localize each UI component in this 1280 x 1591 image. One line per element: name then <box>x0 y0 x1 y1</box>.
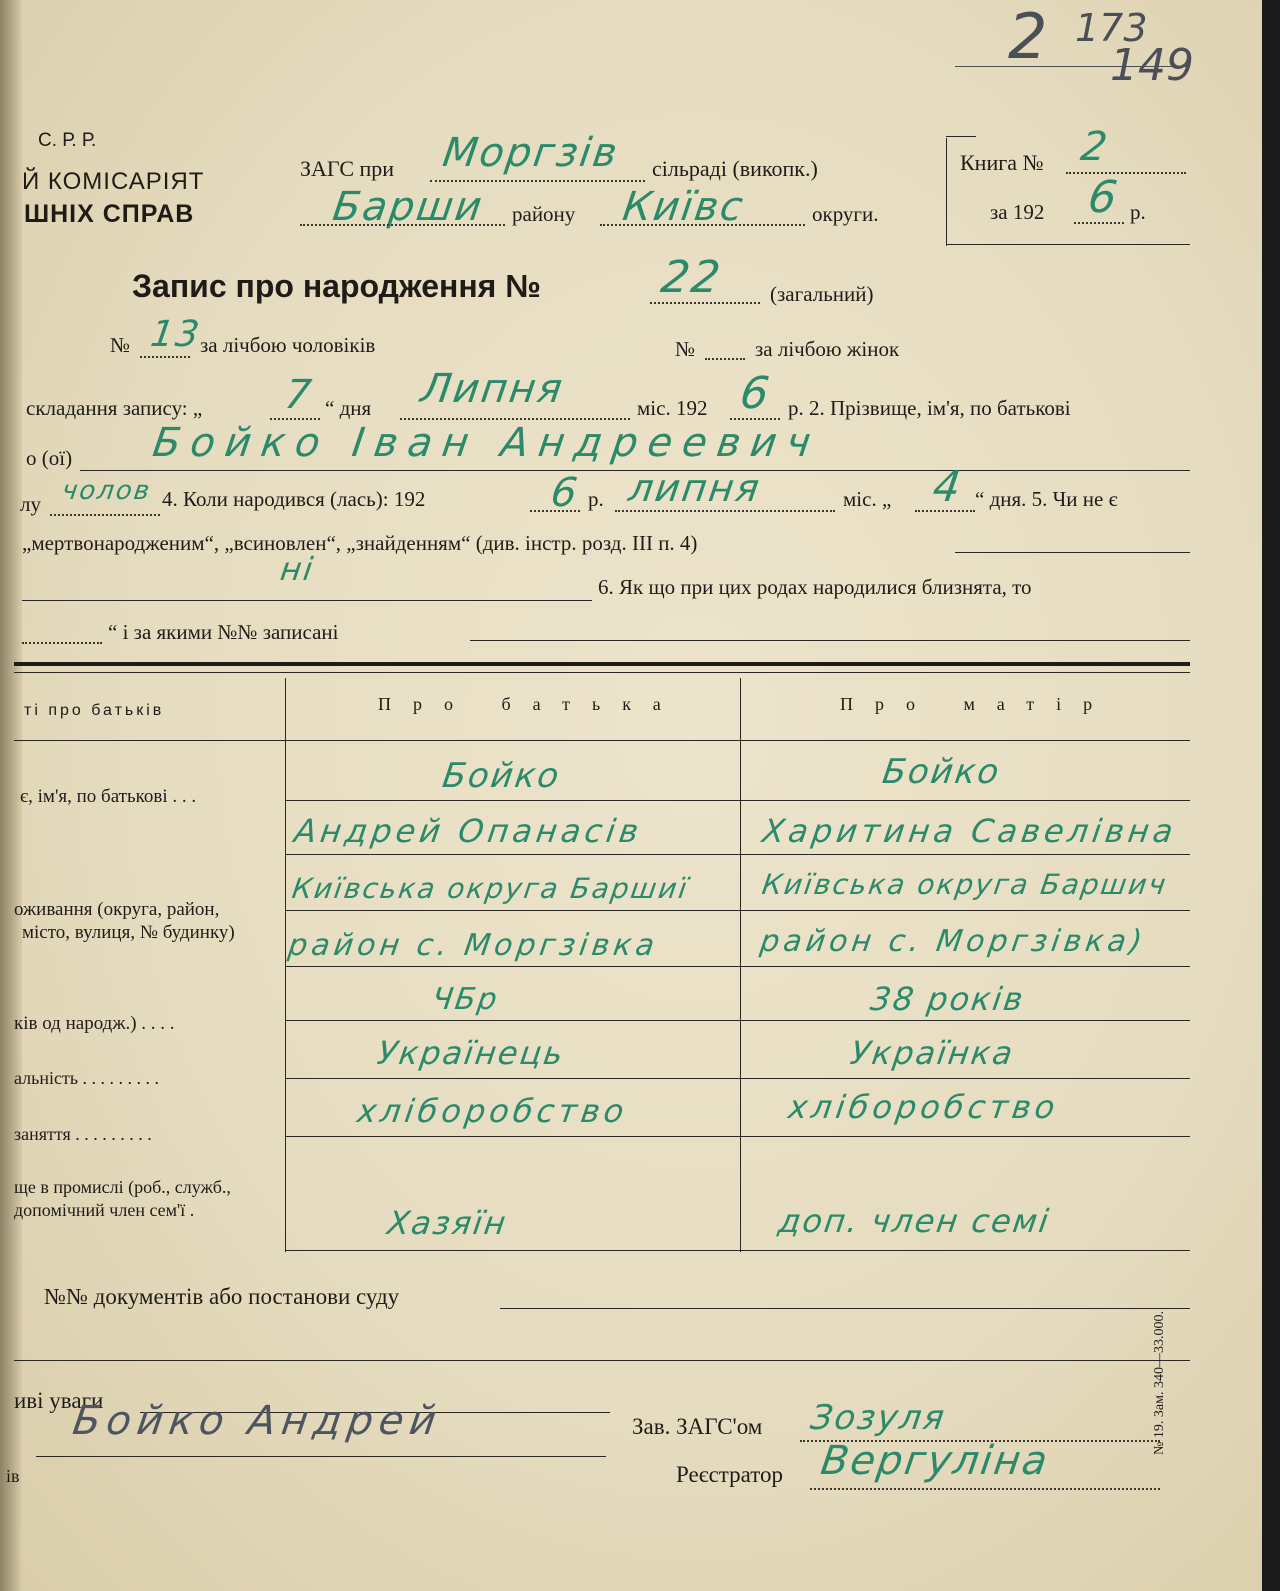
record-general-label: (загальний) <box>770 282 874 306</box>
record-month-label: міс. 192 <box>637 396 708 420</box>
stillborn-answer-line <box>22 600 592 601</box>
male-count-label: за лічбою чоловіків <box>200 333 376 357</box>
zags-village-handwritten: Моргзів <box>440 130 622 176</box>
archive-mark-main: 2 <box>1008 0 1048 73</box>
row-label-position-2: допомічний член сем'ї . <box>14 1200 195 1220</box>
child-name-label: о (ої) <box>26 446 73 470</box>
child-name-handwritten: Бойко Іван Андреевич <box>150 420 824 466</box>
birth-year-line <box>530 510 580 512</box>
table-header-rule <box>14 740 1190 741</box>
remarks-signature-handwritten: Бойко Андрей <box>70 1398 445 1444</box>
male-number-label: № <box>110 333 131 357</box>
documents-line <box>500 1308 1190 1309</box>
zags-district-line <box>300 224 505 226</box>
table-top-rule-thin <box>14 672 1190 673</box>
table-row-line <box>285 1136 1190 1137</box>
mother-residence-1-handwritten: Київська округа Баршич <box>760 868 1170 901</box>
mother-age-handwritten: 38 років <box>868 980 1028 1018</box>
header-affairs: ШНІХ СПРАВ <box>24 200 195 228</box>
registrar-label: Реєстратор <box>676 1462 783 1487</box>
table-col-divider-2 <box>740 678 741 1252</box>
twins-numbers-label: “ і за якими №№ записані <box>108 620 339 644</box>
stillborn-question: „мертвонародженим“, „всиновлен“, „знайденням“ (див. інстр. розд. III п. 4) <box>22 531 698 555</box>
zags-prefix: ЗАГС при <box>300 156 395 181</box>
book-number-handwritten: 2 <box>1078 124 1112 170</box>
archive-mark-upper: 173 <box>1075 6 1148 50</box>
remarks-label: иві уваги <box>14 1388 104 1413</box>
row-label-age: ків од народж.) . . . . <box>14 1013 175 1034</box>
book-year-suffix: р. <box>1130 200 1146 224</box>
twins-count-line <box>22 642 102 644</box>
book-box-left <box>946 138 947 246</box>
documents-line-2 <box>14 1360 1190 1361</box>
table-row-line <box>285 800 1190 801</box>
mother-surname-handwritten: Бойко <box>880 752 1004 792</box>
twins-question: 6. Як що при цих родах народилися близнята, то <box>598 575 1032 599</box>
print-order-side: № 19. Зам. 340—33.000. <box>1152 1311 1167 1455</box>
registrar-signature-handwritten: Вергуліна <box>818 1438 1052 1484</box>
stillborn-line <box>955 552 1190 553</box>
mother-name-handwritten: Харитина Савелівна <box>760 812 1180 850</box>
zags-district-label: району <box>512 202 576 226</box>
sex-handwritten: чолов <box>60 476 154 506</box>
female-number-label: № <box>675 337 696 361</box>
father-nationality-handwritten: Українець <box>375 1034 568 1072</box>
father-surname-handwritten: Бойко <box>440 756 564 796</box>
zags-okrug-label: округи. <box>812 202 879 226</box>
record-day-label: “ дня <box>325 396 372 420</box>
table-header-labels: ті про батьків <box>24 702 165 719</box>
father-name-handwritten: Андрей Опанасів <box>292 812 645 850</box>
record-day-handwritten: 7 <box>282 372 316 418</box>
zags-village-line <box>430 180 645 182</box>
father-occupation-handwritten: хліборобство <box>355 1092 631 1130</box>
mother-occupation-handwritten: хліборобство <box>786 1088 1062 1126</box>
mother-position-handwritten: доп. член семі <box>776 1202 1053 1240</box>
table-top-rule <box>14 662 1190 666</box>
header-commissariat: Й КОМІСАРІЯТ <box>22 168 205 195</box>
book-year-line <box>1074 222 1124 224</box>
father-age-handwritten: ЧБр <box>430 982 502 1017</box>
record-title: Запис про народження № <box>132 268 541 304</box>
book-number-line <box>1066 172 1186 174</box>
male-number-handwritten: 13 <box>148 314 204 355</box>
row-label-name: є, ім'я, по батькові . . . <box>20 786 197 807</box>
birth-day-line <box>915 510 975 512</box>
mother-nationality-handwritten: Українка <box>848 1034 1017 1072</box>
birth-month-handwritten: липня <box>626 466 764 510</box>
table-header-mother: Про матір <box>840 694 1115 714</box>
female-count-label: за лічбою жінок <box>755 337 900 361</box>
book-box-top <box>946 136 976 137</box>
record-year-handwritten: 6 <box>737 368 775 419</box>
header-republic: С. Р. Р. <box>38 130 97 151</box>
sex-label: лу <box>20 492 41 516</box>
birth-day-suffix: “ дня. 5. Чи не є <box>975 487 1118 511</box>
birth-day-handwritten: 4 <box>930 462 966 511</box>
table-row-line <box>285 1020 1190 1021</box>
row-label-occupation: заняття . . . . . . . . . <box>14 1124 152 1144</box>
mother-residence-2-handwritten: район с. Моргзівка) <box>758 924 1149 959</box>
row-label-position-1: ще в промислі (роб., служб., <box>14 1177 231 1197</box>
stillborn-answer-handwritten: ні <box>278 550 318 588</box>
father-position-handwritten: Хазяїн <box>385 1204 510 1242</box>
documents-label: №№ документів або постанови суду <box>44 1284 400 1309</box>
remarks-line-2 <box>36 1456 606 1457</box>
zags-district-handwritten: Барши <box>330 184 487 230</box>
table-row-line <box>285 854 1190 855</box>
row-label-residence-1: оживання (округа, район, <box>14 899 220 920</box>
table-row-line <box>285 966 1190 967</box>
zags-village-suffix: сільраді (викопк.) <box>652 156 818 181</box>
zags-okrug-handwritten: Київс <box>620 184 748 230</box>
table-col-divider-1 <box>285 678 286 1252</box>
record-date-label: складання запису: „ <box>26 396 203 420</box>
birth-question-label: 4. Коли народився (лась): 192 <box>162 487 426 511</box>
father-residence-2-handwritten: район с. Моргзівка <box>286 928 661 963</box>
record-number-line <box>650 302 760 304</box>
male-number-line <box>140 356 190 358</box>
book-box-bottom <box>946 244 1190 245</box>
registrar-signature-line <box>810 1488 1160 1490</box>
record-number-handwritten: 22 <box>658 252 726 303</box>
remarks-bottom-label: ів <box>6 1466 20 1486</box>
birth-year-handwritten: 6 <box>548 470 582 516</box>
book-label: Книга № <box>960 150 1044 175</box>
table-row-line <box>285 910 1190 911</box>
father-residence-1-handwritten: Київська округа Баршиї <box>290 872 691 905</box>
record-month-handwritten: Липня <box>418 366 567 412</box>
binding-edge <box>0 0 22 1591</box>
table-header-father: Про батька <box>378 694 683 714</box>
birth-month-label: міс. „ <box>843 487 892 511</box>
table-row-line <box>285 1250 1190 1251</box>
record-date-suffix: р. 2. Прізвище, ім'я, по батькові <box>788 396 1071 420</box>
table-row-line <box>285 1078 1190 1079</box>
zags-head-signature-handwritten: Зозуля <box>808 1398 949 1438</box>
birth-month-line <box>615 510 835 512</box>
sex-line <box>50 514 160 516</box>
zags-head-label: Зав. ЗАГС'ом <box>632 1414 763 1439</box>
zags-okrug-line <box>600 224 805 226</box>
row-label-nationality: альність . . . . . . . . . <box>14 1068 160 1088</box>
birth-year-suffix: р. <box>588 487 604 511</box>
book-year-label: за 192 <box>990 200 1045 224</box>
female-number-line <box>705 358 745 360</box>
row-label-residence-2: місто, вулиця, № будинку) <box>22 922 235 943</box>
archive-mark-lower: 149 <box>1110 40 1194 91</box>
twins-numbers-line <box>470 640 1190 641</box>
book-year-handwritten: 6 <box>1085 172 1123 223</box>
